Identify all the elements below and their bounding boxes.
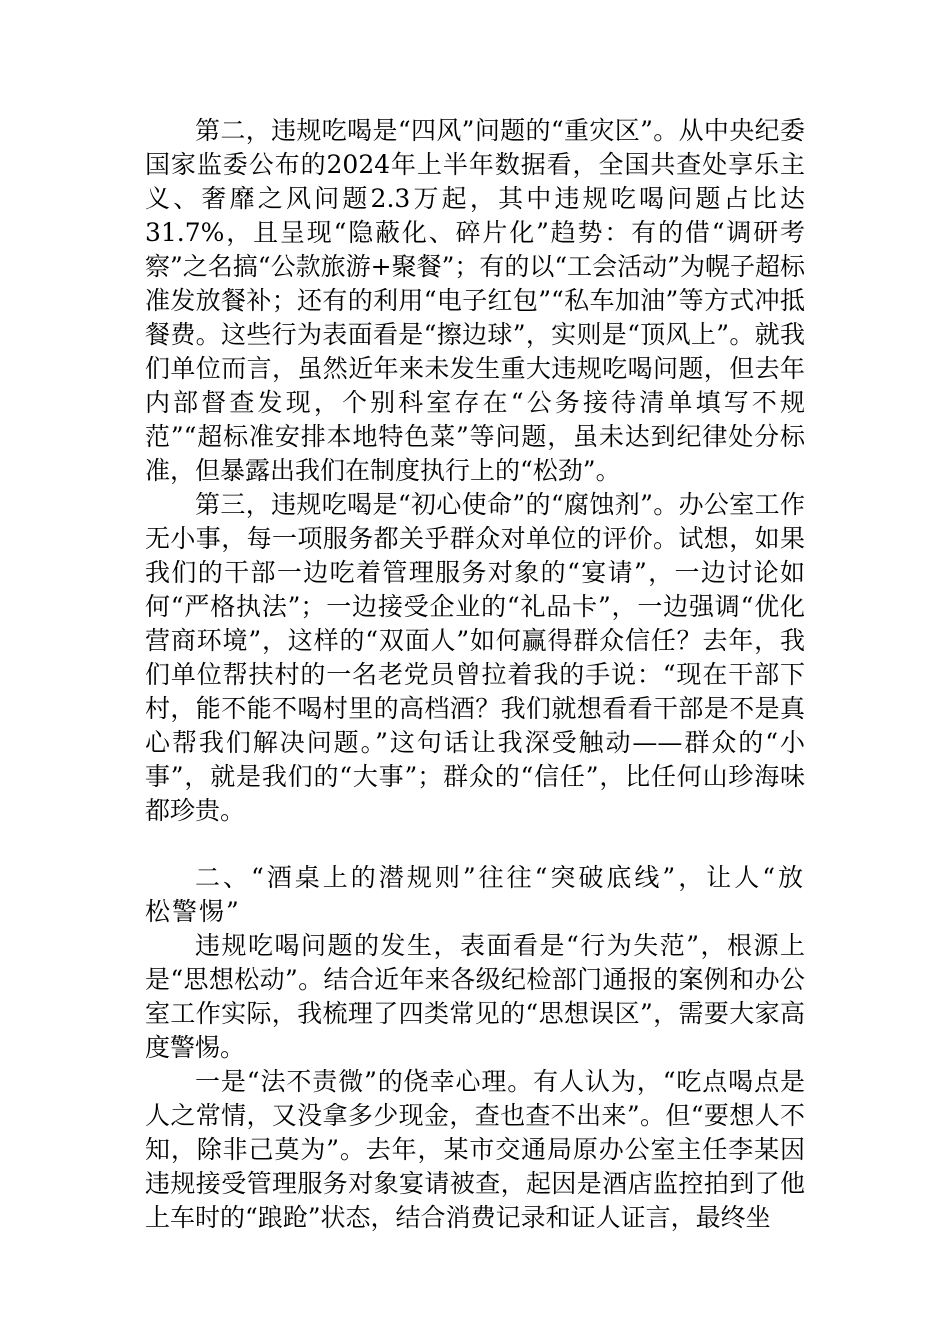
document-body bbox=[145, 114, 805, 1235]
paragraph-second-point: 第二，违规吃喝是“四风”问题的“重灾区”。从中央纪委国家监委公布的2024年上半年数据看，全国共查处享乐主义、奢靡之风问题2.3万起，其中违规吃喝问题占比达31.7%，且呈现“隐蔽化、碎片化”趋势：有的借“调研考察”之名搞“公款旅游+聚餐”；有的以“工会活动”为幌子超标准发放餐补；还有的利用“电子红包”“私车加油”等方式冲抵餐费。这些行为表面看是“擦边球”，实则是“顶风上”。就我们单位而言，虽然近年来未发生重大违规吃喝问题，但去年内部督查发现，个别科室存在“公务接待清单填写不规范”“超标准安排本地特色菜”等问题，虽未达到纪律处分标准，但暴露出我们在制度执行上的“松劲”。 bbox=[145, 116, 805, 485]
paragraph-section-intro: 违规吃喝问题的发生，表面看是“行为失范”，根源上是“思想松动”。结合近年来各级纪检部门通报的案例和办公室工作实际，我梳理了四类常见的“思想误区”，需要大家高度警惕。 bbox=[145, 931, 805, 1062]
section-heading: 二、“酒桌上的潜规则”往往“突破底线”，让人“放松警惕” bbox=[145, 863, 805, 926]
paragraph-third-point: 第三，违规吃喝是“初心使命”的“腐蚀剂”。办公室工作无小事，每一项服务都关乎群众对单位的评价。试想，如果我们的干部一边吃着管理服务对象的“宴请”，一边讨论如何“严格执法”；一边接受企业的“礼品卡”，一边强调“优化营商环境”，这样的“双面人”如何赢得群众信任？去年，我们单位帮扶村的一名老党员曾拉着我的手说：“现在干部下村，能不能不喝村里的高档酒？我们就想看看干部是不是真心帮我们解决问题。”这句话让我深受触动——群众的“小事”，就是我们的“大事”；群众的“信任”，比任何山珍海味都珍贵。 bbox=[145, 490, 805, 825]
paragraph-first-misconception: 一是“法不责微”的侥幸心理。有人认为，“吃点喝点是人之常情，又没拿多少现金，查也查不出来”。但“要想人不知，除非己莫为”。去年，某市交通局原办公室主任李某因违规接受管理服务对象宴请被查，起因是酒店监控拍到了他上车时的“踉跄”状态，结合消费记录和证人证言，最终坐 bbox=[145, 1067, 805, 1232]
